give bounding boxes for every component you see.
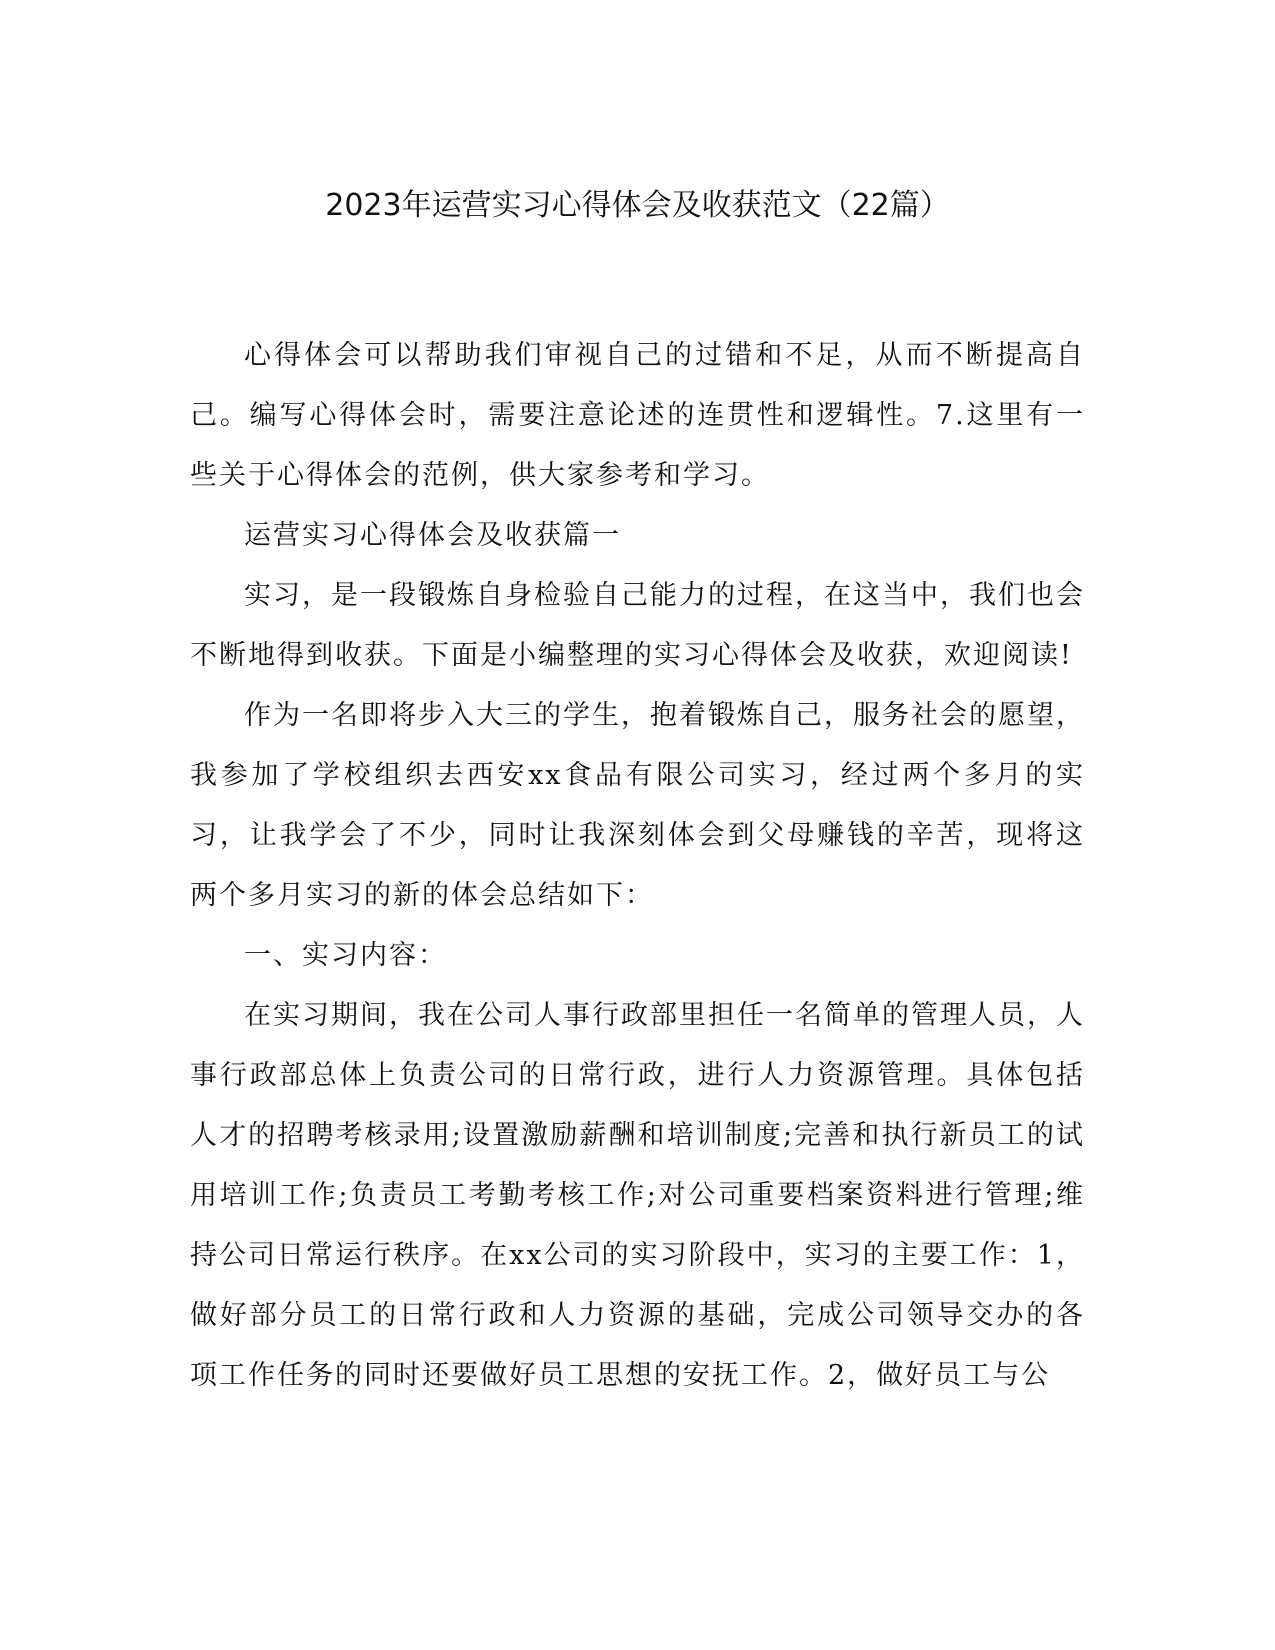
paragraph-intro: 心得体会可以帮助我们审视自己的过错和不足，从而不断提高自己。编写心得体会时，需要注意论述的连贯性和逻辑性。7.这里有一些关于心得体会的范例，供大家参考和学习。 [190,340,1085,491]
document-title: 2023年运营实习心得体会及收获范文（22篇） [325,188,950,223]
paragraph-preface: 实习，是一段锻炼自身检验自己能力的过程，在这当中，我们也会不断地得到收获。下面是小编整理的实习心得体会及收获，欢迎阅读! [190,580,1085,671]
paragraph-internship-details: 在实习期间，我在公司人事行政部里担任一名简单的管理人员，人事行政部总体上负责公司的日常行政，进行人力资源管理。具体包括人才的招聘考核录用;设置激励薪酬和培训制度;完善和执行新员工的试用培训工作;负责员工考勤考核工作;对公司重要档案资料进行管理;维持公司日常运行秩序。在xx公司的实习阶段中，实习的主要工作：1，做好部分员工的日常行政和人力资源的基础，完成公司领导交办的各项工作任务的同时还要做好员工思想的安抚工作。2，做好员工与公 [190,1000,1085,1391]
document-body [190,326,1085,1406]
section-heading-part-one: 运营实习心得体会及收获篇一 [244,520,621,551]
paragraph-background: 作为一名即将步入大三的学生，抱着锻炼自己，服务社会的愿望，我参加了学校组织去西安xx食品有限公司实习，经过两个多月的实习，让我学会了不少，同时让我深刻体会到父母赚钱的辛苦，现将这两个多月实习的新的体会总结如下： [190,700,1085,911]
section-heading-internship-content: 一、实习内容： [244,940,447,971]
